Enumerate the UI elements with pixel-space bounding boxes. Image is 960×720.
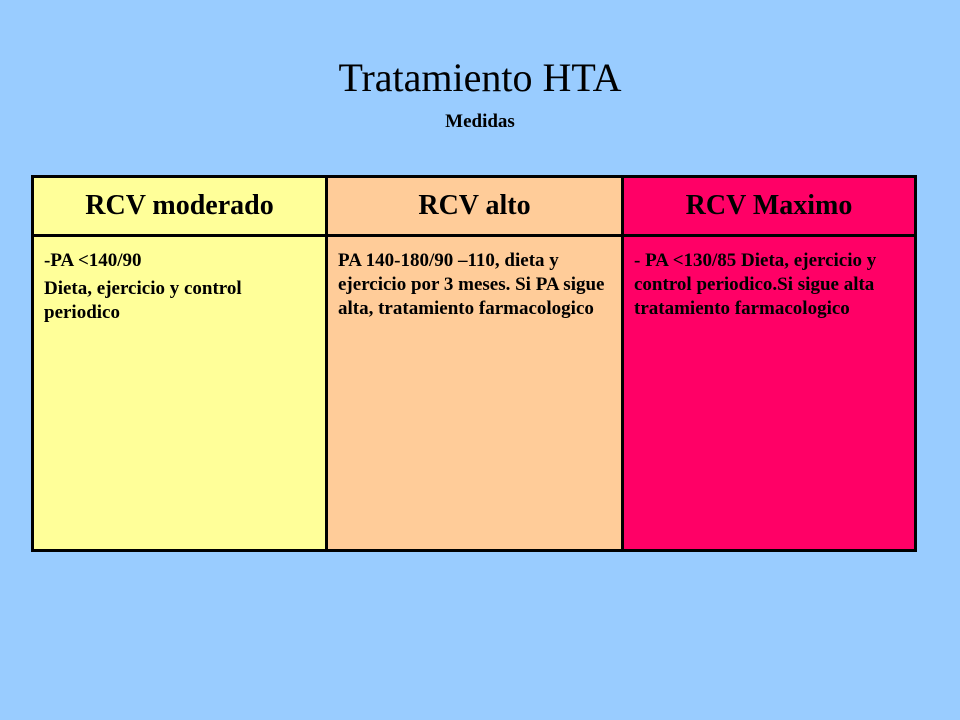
cell-moderado-line2: Dieta, ejercicio y control periodico (44, 277, 242, 323)
risk-treatment-table (31, 175, 917, 552)
cell-alto-text: PA 140-180/90 –110, dieta y ejercicio por 3 meses. Si PA sigue alta, tratamiento farmacologico (338, 250, 605, 319)
table-header-row (33, 177, 916, 236)
cell-maximo-text: - PA <130/85 Dieta, ejercicio y control periodico.Si sigue alta tratamiento farmacologico (634, 250, 877, 319)
table-row (33, 236, 916, 551)
header-rcv-maximo: RCV Maximo (623, 177, 916, 236)
cell-rcv-maximo (623, 236, 916, 551)
slide-subtitle: Medidas (445, 111, 515, 132)
slide-title: Tratamiento HTA (338, 55, 622, 100)
cell-moderado-line1: -PA <140/90 (44, 250, 142, 271)
cell-rcv-moderado (33, 236, 327, 551)
cell-rcv-alto (327, 236, 623, 551)
header-rcv-alto: RCV alto (327, 177, 623, 236)
header-rcv-moderado: RCV moderado (33, 177, 327, 236)
